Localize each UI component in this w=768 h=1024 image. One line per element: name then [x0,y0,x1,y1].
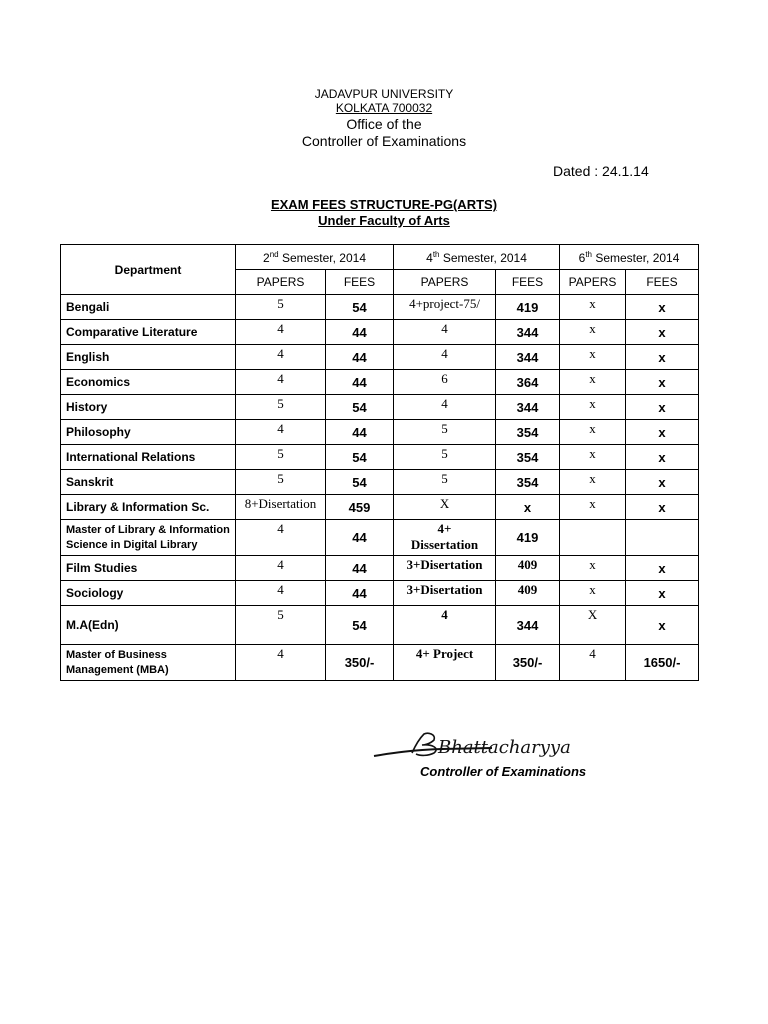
table-row [61,345,699,370]
fees-cell: 44 [326,320,394,345]
papers-cell: 3+Disertation [394,581,496,606]
fees-cell: 409 [496,556,560,581]
papers-cell: 4 [560,645,626,681]
table-row [61,320,699,345]
fees-cell: 419 [496,295,560,320]
table-row [61,395,699,420]
fees-cell: 354 [496,470,560,495]
date-line: Dated : 24.1.14 [553,163,649,179]
department-name: Film Studies [61,556,236,581]
table-row [61,445,699,470]
fees-cell: 44 [326,345,394,370]
fees-cell: 344 [496,345,560,370]
fees-cell: 364 [496,370,560,395]
department-name: Comparative Literature [61,320,236,345]
papers-cell: 4 [236,345,326,370]
papers-cell: x [560,345,626,370]
department-name: History [61,395,236,420]
fees-cell: 350/- [496,645,560,681]
fees-column-header: FEES [496,270,560,295]
fees-cell: x [626,345,699,370]
papers-cell: X [394,495,496,520]
papers-cell: 4+ Project [394,645,496,681]
papers-cell: 4 [236,581,326,606]
fees-cell: 344 [496,320,560,345]
table-row [61,420,699,445]
papers-cell: x [560,320,626,345]
papers-cell: 5 [394,445,496,470]
table-row [61,495,699,520]
department-name: Philosophy [61,420,236,445]
signature-image [372,726,602,766]
fees-cell: x [626,445,699,470]
fees-cell: x [626,370,699,395]
papers-cell: x [560,581,626,606]
fees-cell: x [626,581,699,606]
table-row [61,370,699,395]
fees-cell: x [626,295,699,320]
papers-cell: x [560,420,626,445]
papers-cell: x [560,395,626,420]
fees-cell: 419 [496,520,560,556]
fees-cell: 44 [326,370,394,395]
fees-column-header: FEES [626,270,699,295]
fees-cell: x [626,395,699,420]
table-row [61,295,699,320]
table-row [61,470,699,495]
table-row [61,606,699,645]
fees-cell: 44 [326,420,394,445]
papers-cell: 5 [236,395,326,420]
university-name: JADAVPUR UNIVERSITY [314,87,454,101]
fees-cell: 54 [326,395,394,420]
papers-cell: 3+Disertation [394,556,496,581]
fees-cell: x [496,495,560,520]
papers-cell: x [560,445,626,470]
papers-cell: x [560,556,626,581]
department-name: M.A(Edn) [61,606,236,645]
papers-cell: 4+ Dissertation [394,520,496,556]
papers-cell: 4 [236,320,326,345]
papers-cell: x [560,370,626,395]
papers-cell: 6 [394,370,496,395]
papers-cell: x [560,470,626,495]
papers-cell: 5 [394,470,496,495]
department-name: Sanskrit [61,470,236,495]
papers-cell [560,520,626,556]
fees-cell: 54 [326,470,394,495]
fees-cell: 54 [326,606,394,645]
fees-cell: 54 [326,295,394,320]
table-row [61,581,699,606]
fees-column-header: FEES [326,270,394,295]
fees-cell: 344 [496,395,560,420]
department-name: Master of Business Management (MBA) [61,645,236,681]
department-name: Library & Information Sc. [61,495,236,520]
table-row [61,556,699,581]
document-subtitle: Under Faculty of Arts [318,213,450,228]
papers-cell: 5 [236,470,326,495]
fees-cell: 44 [326,556,394,581]
signature-label: Controller of Examinations [420,764,587,779]
fees-cell: x [626,556,699,581]
fees-cell: x [626,320,699,345]
papers-cell: 4 [394,320,496,345]
papers-cell: 4 [394,395,496,420]
papers-column-header: PAPERS [560,270,626,295]
fees-cell: 344 [496,606,560,645]
department-name: Bengali [61,295,236,320]
fees-cell: 350/- [326,645,394,681]
fees-cell: 409 [496,581,560,606]
papers-cell: 5 [236,606,326,645]
department-name: Sociology [61,581,236,606]
papers-cell: 4 [236,420,326,445]
semester-2-header: 2nd Semester, 2014 [236,245,394,270]
papers-cell: 4 [236,520,326,556]
fees-cell: 44 [326,581,394,606]
fees-cell: x [626,420,699,445]
papers-column-header: PAPERS [394,270,496,295]
papers-cell: 4 [236,645,326,681]
papers-cell: 5 [236,445,326,470]
fees-cell: 54 [326,445,394,470]
university-address: KOLKATA 700032 [335,101,433,115]
fees-cell: x [626,606,699,645]
department-name: Master of Library & Information Science in Digital Library [61,520,236,556]
fees-cell: 44 [326,520,394,556]
papers-cell: x [560,495,626,520]
controller-line: Controller of Examinations [301,133,467,149]
fees-cell: x [626,495,699,520]
fees-cell: x [626,470,699,495]
semester-4-header: 4th Semester, 2014 [394,245,560,270]
semester-6-header: 6th Semester, 2014 [560,245,699,270]
papers-cell: 4 [394,345,496,370]
papers-cell: 4 [236,370,326,395]
department-header: Department [61,245,236,295]
papers-column-header: PAPERS [236,270,326,295]
department-name: English [61,345,236,370]
fees-table [60,244,699,681]
fees-cell: 459 [326,495,394,520]
papers-cell: 4 [394,606,496,645]
papers-cell: x [560,295,626,320]
fees-cell: 354 [496,420,560,445]
papers-cell: 5 [236,295,326,320]
papers-cell: 5 [394,420,496,445]
fees-cell: 354 [496,445,560,470]
department-name: International Relations [61,445,236,470]
office-line: Office of the [346,116,422,132]
papers-cell: X [560,606,626,645]
fees-cell [626,520,699,556]
table-row [61,520,699,556]
signature-handwriting: Bhattacharyya [438,737,571,758]
papers-cell: 8+Disertation [236,495,326,520]
document-title: EXAM FEES STRUCTURE-PG(ARTS) [270,197,498,212]
department-name: Economics [61,370,236,395]
papers-cell: 4 [236,556,326,581]
fees-cell: 1650/- [626,645,699,681]
papers-cell: 4+project-75/ [394,295,496,320]
table-row [61,645,699,681]
